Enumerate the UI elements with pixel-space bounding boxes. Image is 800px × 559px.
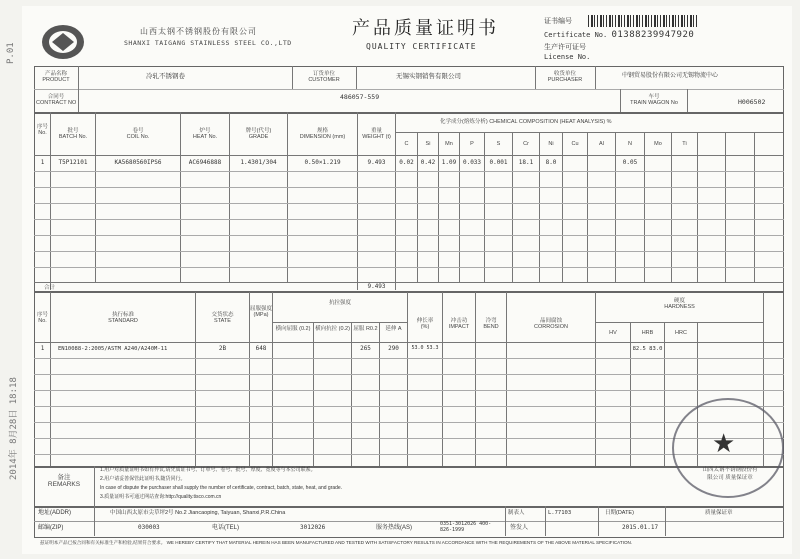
stamp-text: 山西太钢不锈钢股份有限公司 质量保证章 [702,467,758,481]
t2-col-yield: 屈服强度 (MPa) [250,306,273,319]
product-label: 产品名称 PRODUCT [42,71,70,84]
address-value: 中国山西太原市尖草坪2号 No.2 Jiancaoping, Taiyuan, Shanxi,P.R.China [110,510,286,516]
table1-row-line [34,203,784,204]
el-cu: Cu [571,141,579,147]
company-name-cn: 山西太钢不锈钢股份有限公司 [140,27,257,36]
chem-s: 0.001 [489,159,508,166]
fax-timestamp: 2014年 8月28日 18:18 [9,377,19,480]
remark-line-2: 2.用户请妥善保管此证明书,随货同行。 [100,476,186,482]
footer-col-line [545,506,546,536]
el-mn: Mn [445,141,453,147]
t2-row-no: 1 [40,345,45,352]
certificate-no-label-en: Certificate No. [544,31,608,39]
row-batch: T5P12101 [58,159,88,166]
el-cr: Cr [523,141,529,147]
table1-row-line [34,171,784,172]
row-weight: 9.493 [367,159,386,166]
t2-col-state: 交货状态 STATE [211,312,234,325]
col-coil: 卷号 COIL No. [126,128,150,141]
table1-row-line [395,132,783,133]
header-col-line [535,66,536,89]
table2-col-line [351,322,352,466]
row-no: 1 [40,159,45,166]
footer-divider [34,521,784,522]
header-col-line [78,66,79,112]
remarks-label: 备注 REMARKS [47,474,81,489]
t2-col-corrosion: 晶间腐蚀 CORROSION [534,318,568,331]
license-label: 生产许可证号 [544,43,586,51]
t2-tensile-sub-4: 延伸 A [385,326,402,332]
t2-col-no: 序号 No. [36,312,48,325]
page-title: 产品质量证明书 [352,18,499,39]
wagon-label: 车号 TRAIN WAGON No [630,94,678,107]
address-label: 地址(ADDR) [38,510,71,516]
table1-row-line [34,187,784,188]
header-col-line [356,66,357,89]
issuer-label: 签发人 [510,525,529,531]
table1-row-line [34,251,784,252]
t2-row-hrb: 82.5 83.0 [632,346,663,352]
table2-col-line [664,322,665,466]
issue-date: 2015.01.17 [622,524,659,531]
row-grade: 1.4301/304 [240,159,277,166]
chem-ni: 8.0 [545,159,557,166]
certificate-no-label: 证书编号 [544,17,572,25]
purchaser-label: 收货单位 PURCHASER [547,71,583,84]
table2-row-line [34,390,784,391]
wagon-value: H006502 [738,98,766,106]
license-label-en: License No. [544,53,591,61]
tel-value: 3012026 [300,524,326,531]
table1-row-line [34,235,784,236]
certificate-no-value: 01388239947920 [611,30,695,40]
el-si: Si [425,141,431,147]
t2-hrc: HRC [675,330,687,336]
col-grade: 牌号(代号) GRADE [245,128,272,141]
col-no: 序号 No. [36,124,48,137]
el-p: P [470,141,474,147]
el-mo: Mo [654,141,662,147]
chem-si: 0.42 [420,159,436,166]
t2-col-elong: 伸长率 (%) [416,318,434,331]
table2-row-line [595,322,763,323]
customer-label: 订货单位 CUSTOMER [308,71,340,84]
t2-row-standard: EN10088-2:2005/ASTM A240/A240M-11 [58,346,168,352]
footer-col-line [94,506,95,536]
table2-row-line [34,438,784,439]
fax-page-mark: P.01 [6,42,16,64]
el-al: Al [599,141,604,147]
remark-line-4: 3.质量证明书可通过网站查询:http://quality.tisco.com.cn [100,494,222,500]
remarks-divider [94,466,95,506]
maker-label: 制表人 [508,510,525,516]
col-heat: 炉号 HEAT No. [192,128,218,141]
postcode-label: 邮编(ZIP) [38,525,64,531]
footer-col-line [665,506,666,536]
maker-value: L.77103 [548,510,572,516]
barcode-icon [588,15,698,27]
el-ni: Ni [548,141,554,147]
table1-row-line [34,219,784,220]
t2-tensile-sub-2: 横向抗拉 (0.2) [315,326,350,332]
t2-row-v2: 290 [388,345,399,352]
star-icon: ★ [712,428,736,458]
table1-row-line [34,282,784,283]
total-weight: 9.493 [367,283,386,290]
row-coil: KA5680560IPS6 [114,159,162,166]
header-col-line [292,66,293,89]
row-heat: AC6946888 [188,159,222,166]
t2-row-state: 2B [218,345,227,352]
header-col-line [687,89,688,112]
col-dimension: 规格 DIMENSION (mm) [299,128,346,141]
table2-row-line [34,342,784,343]
table1-col-line [395,112,396,290]
table2-col-line [313,322,314,466]
table2-row-line [272,322,407,323]
certificate-no-row [544,30,694,40]
product-value: 冷轧不锈钢卷 [146,73,185,80]
t2-col-bend: 冷弯 BEND [483,318,499,331]
table2-row-line [34,422,784,423]
declaration: 兹证明本产品已按合同和有关标准生产和检验,结果符合要求。 WE HEREBY CERTIFY THAT MATERIAL HEREIN HAS BEEN MANUFACTURED AND TESTED WITH SATISFACTORY RESULTS IN ACCORDANCE WITH THE REQUIREMENTS OF THE ABOVE MATERIAL SPECIFICATION. [40,540,633,545]
stamp-label: 质量保证章 [705,510,733,516]
table2-col-line [379,322,380,466]
footer-col-line [598,506,599,536]
t2-hrb: HRB [641,330,654,336]
remark-line-3: In case of dispute the purchaser shall supply the number of certificate, contract, batch, state, heat, and grade. [100,485,343,491]
chem-mn: 1.09 [441,159,457,166]
header-divider [34,89,784,90]
header-col-line [595,66,596,89]
chem-cr: 18.1 [518,159,534,166]
chem-n: 0.05 [622,159,638,166]
chem-p: 0.033 [462,159,482,166]
customer-value: 无锡实钢销售有限公司 [396,73,461,80]
table2-row-line [34,406,784,407]
el-ti: Ti [682,141,687,147]
t2-tensile-sub-1: 横向屈服 (0.2) [275,326,311,332]
table2-row-line [34,358,784,359]
table2-col-line [630,322,631,466]
t2-col-hardness: 硬度 HARDNESS [664,298,695,311]
t2-tensile-sub-3: 屈服 R0.2 [353,326,378,332]
chem-header: 化学成分(熔炼分析) CHEMICAL COMPOSITION (HEAT ANALYSIS) % [440,119,612,125]
tisco-logo-icon [40,22,86,62]
date-label: 日期(DATE) [605,510,634,516]
el-n: N [628,141,632,147]
header-col-line [620,89,621,112]
el-s: S [496,141,501,147]
t2-col-impact: 冲击功 IMPACT [448,318,470,331]
t2-row-elong: 53.0 53.3 [411,345,439,351]
el-c: C [404,141,409,147]
purchaser-value: 中钢贸易股份有限公司无锡物流中心 [622,73,719,79]
total-label: 合计 [44,285,56,291]
t2-col-standard: 执行标准 STANDARD [108,312,138,325]
table2-col-line [595,292,596,466]
contract-label: 合同号 CONTRACT NO [36,94,77,107]
row-dimension: 0.50×1.219 [304,159,341,166]
chem-c: 0.02 [399,159,414,166]
table1-row-line [34,155,784,156]
col-batch: 批号 BATCH No. [58,128,88,141]
t2-row-yield: 648 [255,345,267,352]
col-weight: 重量 WEIGHT (t) [362,128,391,141]
postcode-value: 030003 [138,524,160,531]
table1-row-line [34,267,784,268]
company-name-en: SHANXI TAIGANG STAINLESS STEEL CO.,LTD [124,39,292,47]
t2-hv: HV [609,330,617,336]
page-title-en: QUALITY CERTIFICATE [366,42,477,51]
table2-row-line [34,374,784,375]
t2-row-v1: 265 [360,345,371,352]
table2-col-line [272,292,273,466]
footer-col-line [505,506,506,536]
contract-value: 486057-559 [340,93,380,101]
t2-col-tensile: 抗拉强度 [328,300,351,306]
remark-line-1: 1.用户对质量证明书如有异议,请凭质证书号、订单号、卷号、批号、厚度、宽度等与本公司联系。 [100,467,316,473]
hotline-label: 服务热线(AS) [376,525,413,531]
tel-label: 电话(TEL) [212,525,240,531]
hotline-value: 0351-3012026 400-826-1999 [440,521,492,533]
